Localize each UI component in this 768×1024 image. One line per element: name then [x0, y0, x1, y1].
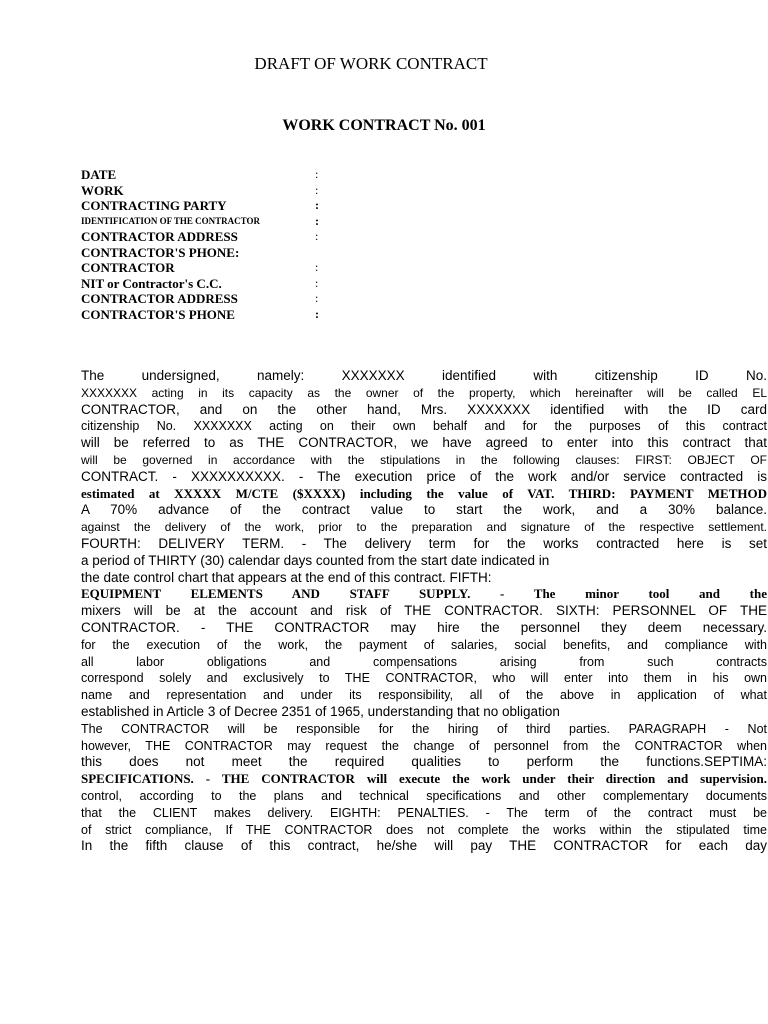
field-colon: :: [315, 229, 319, 243]
body-line: the date control chart that appears at the end of this contract. FIFTH:: [81, 569, 492, 585]
contract-number-heading: WORK CONTRACT No. 001: [282, 117, 486, 134]
body-line: CONTRACT. - XXXXXXXXXX. - The execution price of the work and/or service contracted is: [81, 468, 767, 484]
field-label: NIT or Contractor's C.C.: [81, 275, 222, 291]
body-line: that the CLIENT makes delivery. EIGHTH: PENALTIES. - The term of the contract must be: [81, 805, 767, 820]
body-line: of strict compliance, If THE CONTRACTOR does not complete the works within the stipulated time: [81, 822, 767, 837]
contract-fields: [81, 167, 381, 322]
field-label: CONTRACTOR ADDRESS: [81, 291, 238, 306]
field-label: CONTRACTING PARTY: [81, 198, 227, 213]
field-contractor: [81, 260, 381, 276]
field-colon: :: [315, 306, 319, 321]
body-line: this does not meet the required qualities to perform the functions.SEPTIMA:: [81, 754, 767, 770]
body-line: The undersigned, namely: XXXXXXX identified with citizenship ID No.: [81, 368, 767, 383]
body-line: will be governed in accordance with the stipulations in the following clauses: FIRST: OBJECT OF: [81, 452, 767, 467]
field-label: WORK: [81, 182, 124, 198]
field-label: CONTRACTOR ADDRESS: [81, 229, 238, 244]
document-title: DRAFT OF WORK CONTRACT: [254, 54, 488, 73]
body-line: will be referred to as THE CONTRACTOR, we have agreed to enter into this contract that: [81, 435, 767, 451]
field-work: [81, 183, 381, 199]
body-line: for the execution of the work, the payment of salaries, social benefits, and compliance with: [81, 637, 767, 652]
field-colon: :: [315, 167, 319, 181]
body-line: established in Article 3 of Decree 2351 of 1965, understanding that no obligation: [81, 703, 560, 719]
body-line: FOURTH: DELIVERY TERM. - The delivery term for the works contracted here is set: [81, 535, 767, 551]
field-nit: [81, 276, 381, 292]
body-line: The CONTRACTOR will be responsible for the hiring of third parties. PARAGRAPH - Not: [81, 721, 767, 736]
field-colon: :: [315, 182, 319, 197]
body-line: estimated at XXXXX M/CTE ($XXXX) including the value of VAT. THIRD: PAYMENT METHOD: [81, 485, 767, 501]
contract-body: [81, 368, 767, 855]
field-colon: :: [315, 198, 319, 212]
field-label: CONTRACTOR: [81, 260, 175, 275]
field-date: [81, 167, 381, 183]
body-line: against the delivery of the work, prior to the preparation and signature of the respective settlement.: [81, 520, 767, 535]
body-line: CONTRACTOR, and on the other hand, Mrs. XXXXXXX identified with the ID card: [81, 401, 767, 417]
body-line: mixers will be at the account and risk of THE CONTRACTOR. SIXTH: PERSONNEL OF THE: [81, 603, 767, 619]
field-contractor-phone: [81, 245, 381, 261]
body-line: correspond solely and exclusively to THE CONTRACTOR, who will enter into them in his own: [81, 671, 767, 686]
body-line: In the fifth clause of this contract, he/she will pay THE CONTRACTOR for each day: [81, 838, 767, 854]
field-contractor-phone-2: [81, 307, 381, 323]
field-contractor-address-2: [81, 291, 381, 307]
field-colon: :: [315, 260, 319, 274]
body-line: name and representation and under its responsibility, all of the above in application of what: [81, 688, 767, 703]
body-line: all labor obligations and compensations arising from such contracts: [81, 654, 767, 669]
field-contractor-address: [81, 229, 381, 245]
body-line: XXXXXXX acting in its capacity as the owner of the property, which hereinafter will be called EL: [81, 385, 767, 400]
body-line: control, according to the plans and technical specifications and other complementary documents: [81, 788, 767, 803]
body-line: EQUIPMENT ELEMENTS AND STAFF SUPPLY. - The minor tool and the: [81, 586, 767, 602]
field-contractor-identification: [81, 214, 381, 230]
body-line: however, THE CONTRACTOR may request the change of personnel from the CONTRACTOR when: [81, 738, 767, 753]
field-label: DATE: [81, 167, 117, 182]
body-line: SPECIFICATIONS. - THE CONTRACTOR will execute the work under their direction and supervision.: [81, 771, 767, 787]
body-line: citizenship No. XXXXXXX acting on their own behalf and for the purposes of this contract: [81, 419, 767, 434]
field-colon: :: [315, 291, 319, 305]
body-line: A 70% advance of the contract value to start the work, and a 30% balance.: [81, 502, 767, 518]
body-line: CONTRACTOR. - THE CONTRACTOR may hire the personnel they deem necessary.: [81, 619, 767, 635]
field-label: CONTRACTOR'S PHONE: [81, 306, 235, 322]
field-colon: :: [315, 275, 319, 290]
field-colon: :: [315, 213, 319, 228]
field-label: IDENTIFICATION OF THE CONTRACTOR: [81, 215, 260, 226]
field-contracting-party: [81, 198, 381, 214]
body-line: a period of THIRTY (30) calendar days counted from the start date indicated in: [81, 552, 550, 568]
field-label: CONTRACTOR'S PHONE:: [81, 244, 240, 260]
